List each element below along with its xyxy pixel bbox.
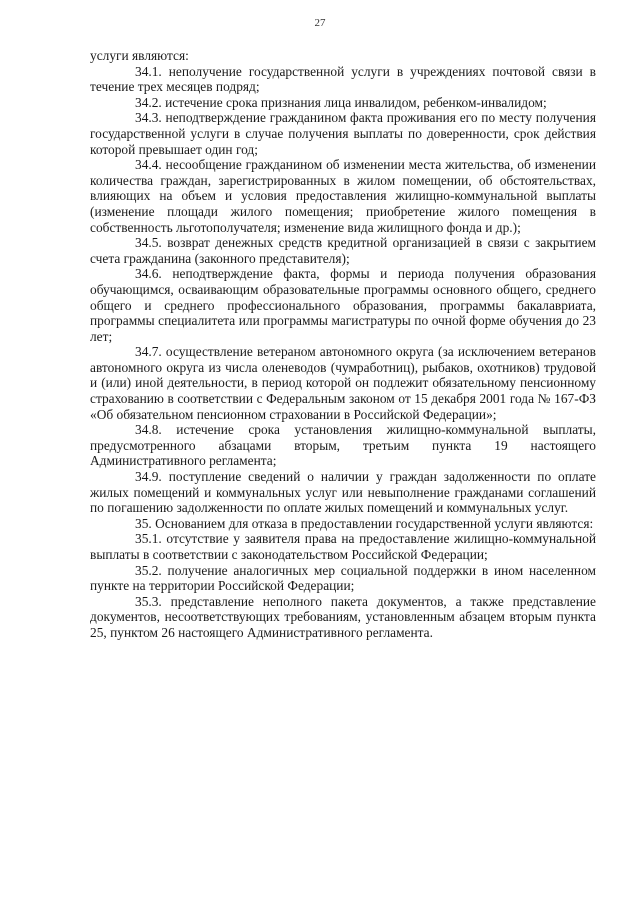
paragraph-35: 35. Основанием для отказа в предоставлении государственной услуги являются:: [135, 515, 594, 531]
paragraph-34-3: 34.3. неподтверждение гражданином факта проживания его по месту получения государственной услуги в случае получения выплаты по доверенности, срок действия которой превышает один год;: [90, 110, 596, 157]
page-number: 27: [314, 17, 326, 29]
paragraph-34-4: 34.4. несообщение гражданином об изменении места жительства, об изменении количества граждан, зарегистрированных в жилом помещении, об обстоятельствах, влияющих на объем и условия предоставления жилищно-коммунальной выплаты (изменение площади жилого помещения; приобретение жилого помещения в собственность льготополучателя; изменение вида жилищного фонда и др.);: [90, 157, 596, 235]
paragraph-34-9: 34.9. поступление сведений о наличии у граждан задолженности по оплате жилых помещений и коммунальных услуг или невыполнение гражданами соглашений по погашению задолженности по оплате жилых помещений и коммунальных услуг.: [90, 469, 596, 516]
paragraph-34-6: 34.6. неподтверждение факта, формы и периода получения образования обучающимся, осваивающим образовательные программы основного общего, среднего общего и среднего профессионального образования, программы бакалавриата, программы специалитета или программы магистратуры по очной форме обучения до 23 лет;: [90, 266, 596, 344]
paragraph-35-2: 35.2. получение аналогичных мер социальной поддержки в ином населенном пункте на территории Российской Федерации;: [90, 562, 596, 594]
paragraph-intro: услуги являются:: [90, 48, 189, 63]
paragraph-35-1: 35.1. отсутствие у заявителя права на предоставление жилищно-коммунальной выплаты в соответствии с законодательством Российской Федерации;: [90, 531, 596, 562]
document-body: [90, 48, 596, 641]
paragraph-34-1: 34.1. неполучение государственной услуги в учреждениях почтовой связи в течение трех месяцев подряд;: [90, 63, 596, 95]
paragraph-34-7: 34.7. осуществление ветераном автономного округа (за исключением ветеранов автономного округа из числа оленеводов (чумработниц), рыбаков, охотников) трудовой и (или) иной деятельности, в период которой он подлежит обязательному пенсионному страхованию в соответствии с Федеральным законом от 15 декабря 2001 года № 167-ФЗ «Об обязательном пенсионном страховании в Российской Федерации»;: [90, 344, 596, 422]
paragraph-35-3: 35.3. представление неполного пакета документов, а также представление документов, несоответствующих требованиям, установленным абзацем вторым пункта 25, пунктом 26 настоящего Административного регламента.: [90, 593, 596, 640]
paragraph-34-2: 34.2. истечение срока признания лица инвалидом, ребенком-инвалидом;: [135, 94, 547, 110]
paragraph-34-5: 34.5. возврат денежных средств кредитной организацией в связи с закрытием счета гражданина (законного представителя);: [90, 235, 596, 266]
paragraph-34-8: 34.8. истечение срока установления жилищно-коммунальной выплаты, предусмотренного абзацами вторым, третьим пункта 19 настоящего Административного регламента;: [90, 422, 596, 469]
